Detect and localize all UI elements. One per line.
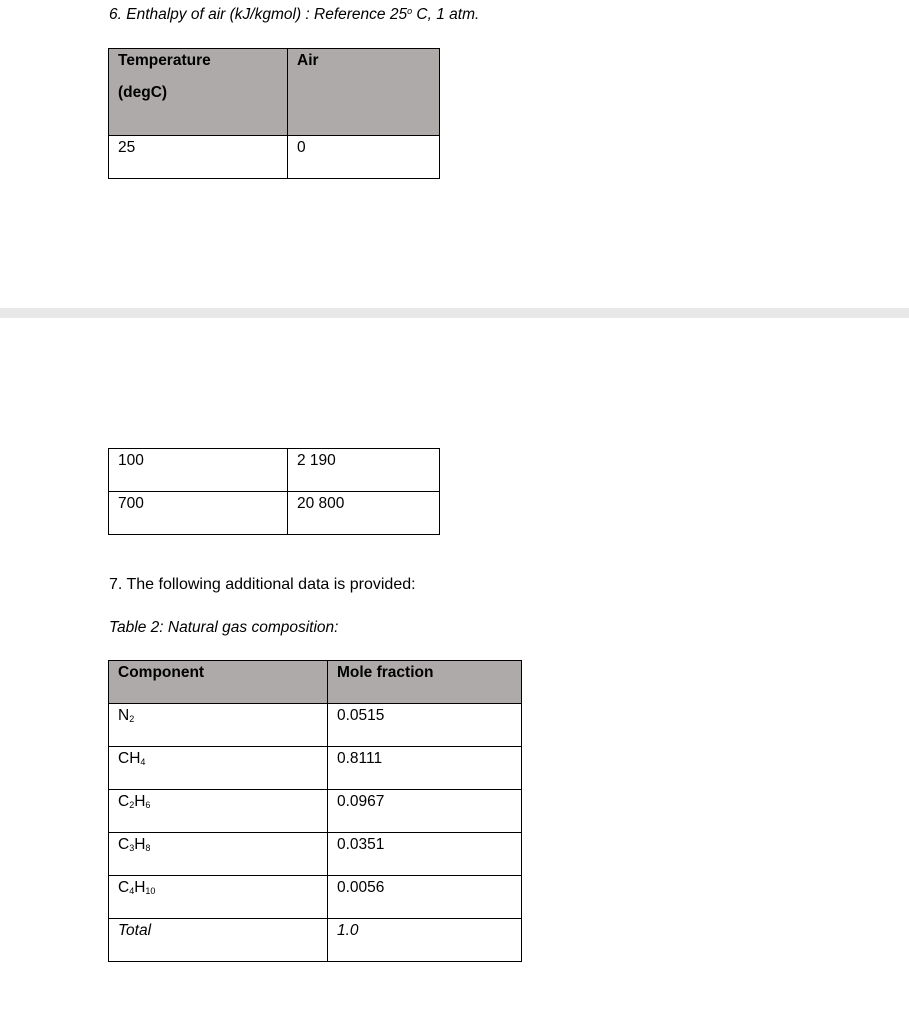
table-row bbox=[109, 747, 522, 790]
temperature-cell: 100 bbox=[109, 449, 288, 492]
header-mole-fraction: Mole fraction bbox=[328, 661, 522, 704]
temperature-cell: 25 bbox=[109, 136, 288, 179]
component-cell: $C_2H_6$ bbox=[109, 790, 328, 833]
table-header-row bbox=[109, 661, 522, 704]
component-cell: $CH_4$ bbox=[109, 747, 328, 790]
enthalpy-table-continued bbox=[108, 448, 440, 535]
component-cell: $N_2$ bbox=[109, 704, 328, 747]
header-component: Component bbox=[109, 661, 328, 704]
air-cell: 20 800 bbox=[288, 492, 440, 535]
section-7-intro: 7. The following additional data is provided: bbox=[109, 576, 416, 593]
component-cell: $C_3H_8$ bbox=[109, 833, 328, 876]
table-row bbox=[109, 449, 440, 492]
section-6-heading: 6. Enthalpy of air (kJ/kgmol) : Reference 25$^o$ C, 1 atm. bbox=[109, 6, 480, 23]
air-cell: 2 190 bbox=[288, 449, 440, 492]
mole-fraction-cell: 0.0967 bbox=[328, 790, 522, 833]
temperature-cell: 700 bbox=[109, 492, 288, 535]
mole-fraction-cell: 0.8111 bbox=[328, 747, 522, 790]
mole-fraction-cell: 0.0056 bbox=[328, 876, 522, 919]
mole-fraction-cell: 0.0515 bbox=[328, 704, 522, 747]
table-row bbox=[109, 492, 440, 535]
table-total-row bbox=[109, 919, 522, 962]
component-cell: $C_4H_{10}$ bbox=[109, 876, 328, 919]
total-value: 1.0 bbox=[328, 919, 522, 962]
table-row bbox=[109, 790, 522, 833]
mole-fraction-cell: 0.0351 bbox=[328, 833, 522, 876]
table-row bbox=[109, 136, 440, 179]
enthalpy-table bbox=[108, 48, 440, 179]
table-2-caption: Table 2: Natural gas composition: bbox=[109, 619, 339, 636]
composition-table bbox=[108, 660, 522, 962]
total-label: Total bbox=[109, 919, 328, 962]
table-row bbox=[109, 876, 522, 919]
header-temperature: Temperature (degC) bbox=[109, 49, 288, 136]
table-row bbox=[109, 704, 522, 747]
air-cell: 0 bbox=[288, 136, 440, 179]
table-row bbox=[109, 833, 522, 876]
page-break bbox=[0, 308, 909, 318]
header-air: Air bbox=[288, 49, 440, 136]
table-header-row bbox=[109, 49, 440, 136]
